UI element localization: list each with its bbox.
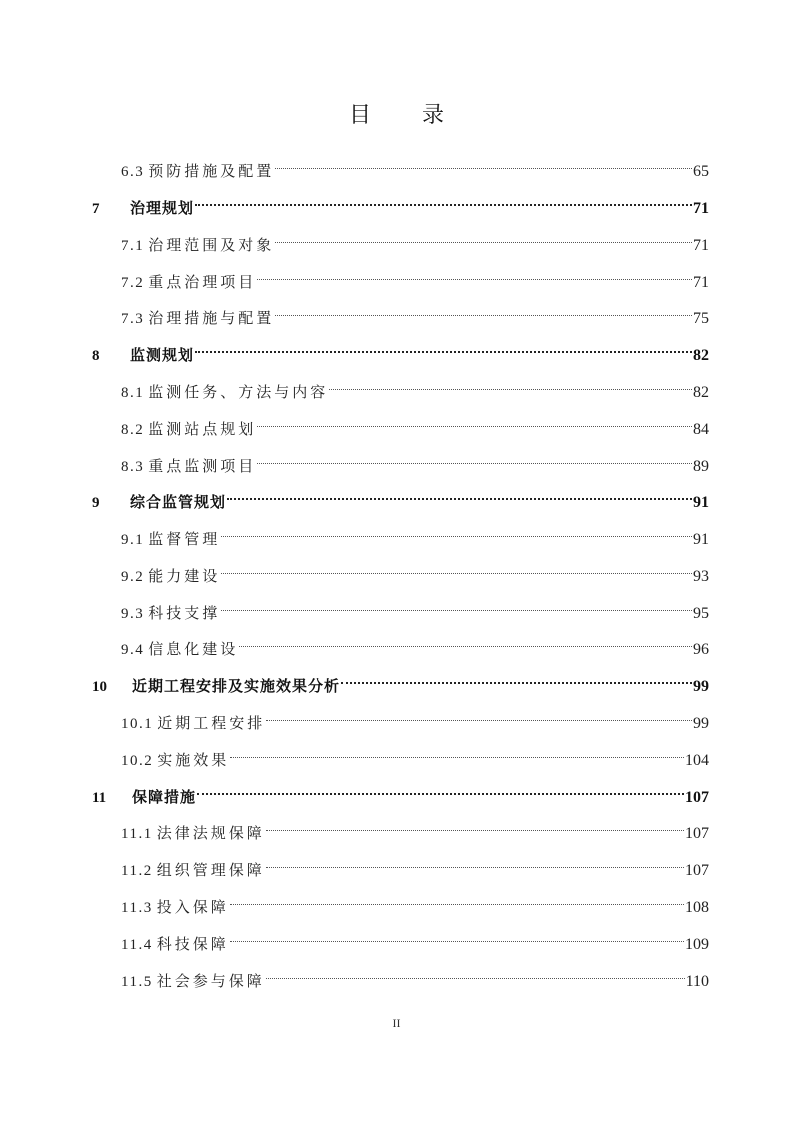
toc-entry-number: 7.3	[121, 311, 145, 327]
page-title: 目 录	[349, 103, 466, 128]
toc-entry-number: 10.1	[121, 716, 154, 732]
dot-leader	[239, 628, 692, 654]
dot-leader	[230, 886, 684, 912]
dot-leader	[275, 224, 692, 250]
toc-chapter-page: 71	[693, 200, 709, 217]
toc-entry-page: 109	[685, 936, 709, 953]
toc-chapter-number: 9	[92, 495, 100, 511]
toc-entry-page: 65	[693, 163, 709, 180]
toc-entry-7-1[interactable]	[121, 224, 709, 254]
toc-entry-page: 84	[693, 421, 709, 438]
toc-entry-number: 9.4	[121, 642, 145, 658]
dot-leader	[275, 150, 692, 176]
toc-entry-page: 75	[693, 310, 709, 327]
toc-chapter-title: 保障措施	[132, 788, 197, 806]
toc-entry-number: 9.2	[121, 569, 145, 585]
dot-leader	[230, 739, 684, 765]
dot-leader	[221, 592, 692, 618]
toc-chapter-page: 91	[693, 494, 709, 511]
toc-entry-9-2[interactable]	[121, 555, 709, 585]
toc-chapter-page: 107	[685, 789, 709, 806]
dot-leader	[266, 960, 685, 986]
toc-entry-title: 重点监测项目	[148, 457, 257, 475]
dot-leader	[275, 297, 692, 323]
toc-entry-page: 82	[693, 384, 709, 401]
toc-entry-title: 监督管理	[148, 530, 221, 548]
toc-entry-11-4[interactable]	[121, 923, 709, 953]
toc-entry-title: 科技保障	[156, 935, 229, 953]
toc-entry-page: 104	[685, 752, 709, 769]
toc-entry-title: 法律法规保障	[156, 824, 265, 842]
toc-entry-number: 7.1	[121, 238, 145, 254]
toc-entry-title: 治理措施与配置	[148, 309, 275, 327]
toc-entry-page: 107	[685, 825, 709, 842]
dot-leader	[195, 187, 692, 213]
dot-leader	[230, 923, 684, 949]
toc-chapter-10[interactable]	[92, 665, 709, 695]
toc-entry-number: 11.4	[121, 937, 153, 953]
dot-leader	[221, 518, 692, 544]
toc-entry-page: 71	[693, 274, 709, 291]
toc-entry-title: 科技支撑	[148, 604, 221, 622]
dot-leader	[341, 665, 692, 691]
toc-entry-title: 信息化建设	[148, 640, 239, 658]
toc-entry-11-2[interactable]	[121, 849, 709, 879]
dot-leader	[197, 776, 684, 802]
toc-chapter-page: 82	[693, 347, 709, 364]
toc-entry-page: 99	[693, 715, 709, 732]
toc-entry-title: 监测站点规划	[148, 420, 257, 438]
toc-chapter-number: 8	[92, 348, 100, 364]
toc-entry-page: 107	[685, 862, 709, 879]
toc-entry-title: 实施效果	[157, 751, 230, 769]
dot-leader	[257, 445, 692, 471]
toc-entry-title: 近期工程安排	[157, 714, 266, 732]
toc-chapter-page: 99	[693, 678, 709, 695]
toc-chapter-11[interactable]	[92, 776, 709, 806]
toc-entry-page: 71	[693, 237, 709, 254]
toc-entry-10-1[interactable]	[121, 702, 709, 732]
toc-entry-number: 8.1	[121, 385, 145, 401]
dot-leader	[257, 408, 692, 434]
toc-entry-9-1[interactable]	[121, 518, 709, 548]
toc-chapter-number: 10	[92, 679, 107, 695]
toc-entry-7-2[interactable]	[121, 261, 709, 291]
toc-entry-9-3[interactable]	[121, 592, 709, 622]
toc-chapter-8[interactable]	[92, 334, 709, 364]
toc-entry-number: 11.5	[121, 974, 153, 990]
toc-chapter-title: 监测规划	[130, 346, 195, 364]
toc-chapter-number: 7	[92, 201, 100, 217]
toc-chapter-number: 11	[92, 790, 107, 806]
toc-entry-number: 10.2	[121, 753, 154, 769]
dot-leader	[266, 812, 684, 838]
toc-entry-number: 7.2	[121, 275, 145, 291]
toc-entry-page: 89	[693, 458, 709, 475]
toc-entry-title: 重点治理项目	[148, 273, 257, 291]
toc-chapter-title: 综合监管规划	[130, 493, 227, 511]
toc-entry-title: 治理范围及对象	[148, 236, 275, 254]
toc-entry-11-5[interactable]	[121, 960, 709, 990]
toc-entry-number: 11.3	[121, 900, 153, 916]
toc-entry-11-1[interactable]	[121, 812, 709, 842]
toc-entry-page: 91	[693, 531, 709, 548]
toc-entry-8-2[interactable]	[121, 408, 709, 438]
toc-entry-9-4[interactable]	[121, 628, 709, 658]
footer-page-number: II	[392, 1016, 401, 1030]
toc-entry-title: 监测任务、方法与内容	[148, 383, 329, 401]
toc-entry-title: 能力建设	[148, 567, 221, 585]
toc-chapter-9[interactable]	[92, 481, 709, 511]
toc-entry-number: 11.1	[121, 826, 153, 842]
toc-chapter-title: 近期工程安排及实施效果分析	[132, 677, 341, 695]
toc-entry-number: 8.2	[121, 422, 145, 438]
toc-chapter-7[interactable]	[92, 187, 709, 217]
toc-entry-page: 96	[693, 641, 709, 658]
dot-leader	[227, 481, 692, 507]
toc-entry-number: 11.2	[121, 863, 153, 879]
toc-entry-7-3[interactable]	[121, 297, 709, 327]
toc-entry-page: 108	[685, 899, 709, 916]
dot-leader	[266, 849, 684, 875]
dot-leader	[329, 371, 692, 397]
toc-entry-page: 95	[693, 605, 709, 622]
toc-entry-number: 6.3	[121, 164, 145, 180]
toc-entry-8-1[interactable]	[121, 371, 709, 401]
dot-leader	[257, 261, 692, 287]
dot-leader	[195, 334, 692, 360]
toc-entry-6-3[interactable]	[121, 150, 709, 180]
toc-entry-page: 110	[685, 973, 709, 990]
toc-entry-page: 93	[693, 568, 709, 585]
toc-entry-number: 8.3	[121, 459, 145, 475]
toc-entry-title: 预防措施及配置	[148, 162, 275, 180]
toc-entry-number: 9.1	[121, 532, 145, 548]
toc-chapter-title: 治理规划	[130, 199, 195, 217]
toc-entry-11-3[interactable]	[121, 886, 709, 916]
toc-entry-8-3[interactable]	[121, 445, 709, 475]
toc-entry-title: 投入保障	[156, 898, 229, 916]
toc-entry-number: 9.3	[121, 606, 145, 622]
toc-entry-title: 社会参与保障	[156, 972, 265, 990]
dot-leader	[221, 555, 692, 581]
toc-entry-10-2[interactable]	[121, 739, 709, 769]
toc-entry-title: 组织管理保障	[156, 861, 265, 879]
dot-leader	[266, 702, 692, 728]
